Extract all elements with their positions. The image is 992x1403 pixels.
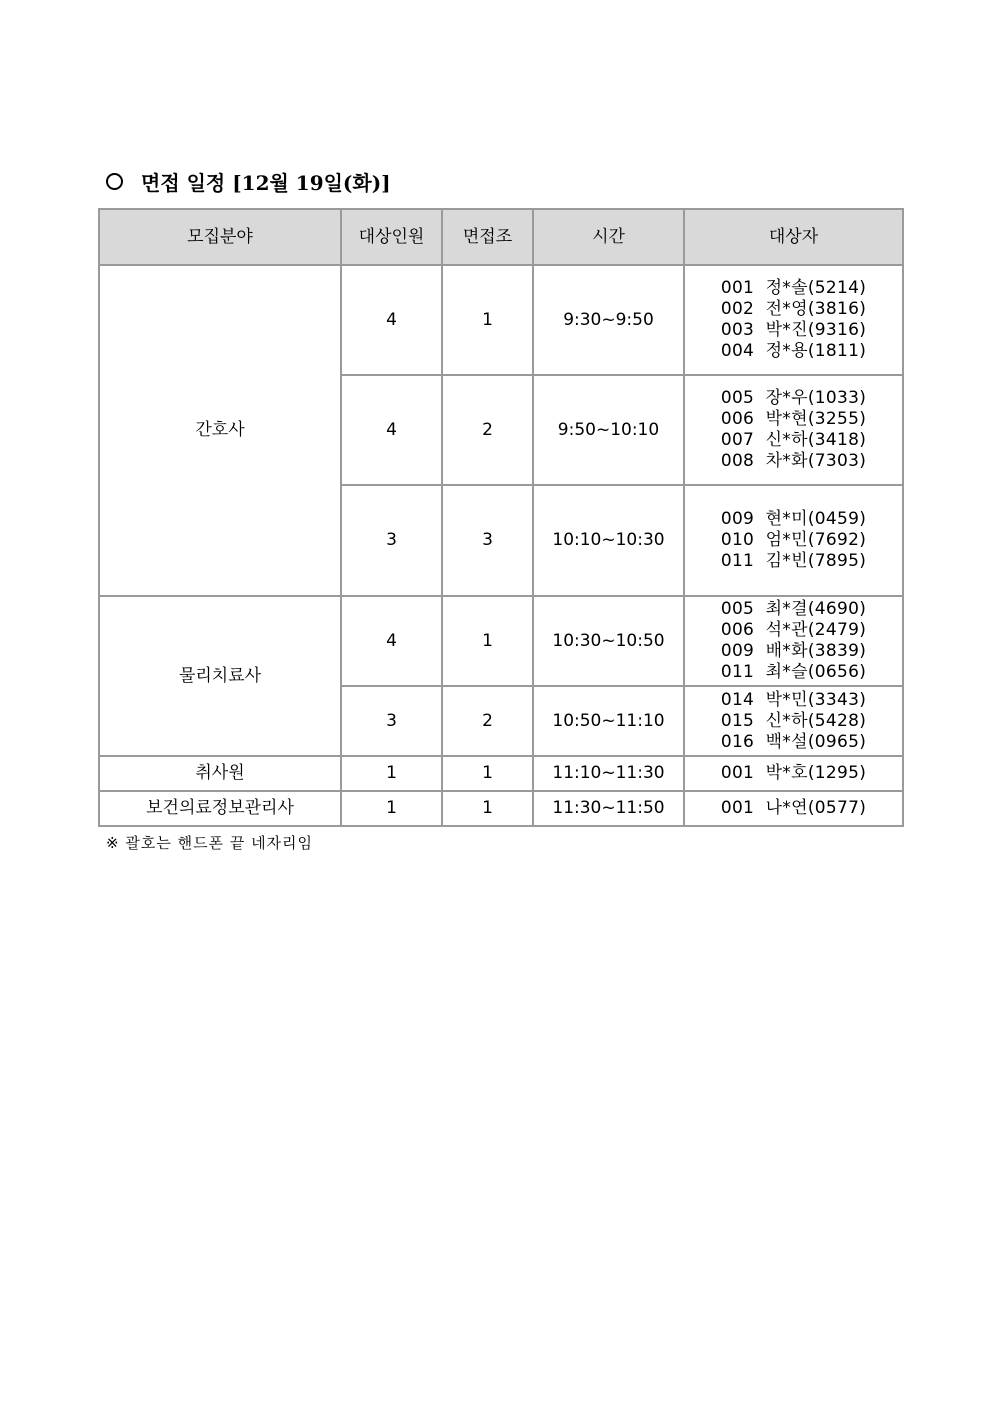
count-cell: 4 xyxy=(341,596,442,686)
header-count: 대상인원 xyxy=(341,209,442,265)
candidate-entry: 005 장*우(1033) xyxy=(720,388,867,408)
count-cell: 4 xyxy=(341,265,442,375)
field-cell: 간호사 xyxy=(99,265,341,596)
group-cell: 3 xyxy=(442,485,533,596)
candidates-cell xyxy=(684,375,903,485)
circle-bullet-icon xyxy=(106,173,123,190)
candidate-entry: 004 정*용(1811) xyxy=(720,341,867,361)
count-cell: 4 xyxy=(341,375,442,485)
field-cell: 취사원 xyxy=(99,756,341,791)
interview-schedule-table xyxy=(98,208,904,827)
candidates-cell xyxy=(684,686,903,756)
header-time: 시간 xyxy=(533,209,684,265)
count-cell: 1 xyxy=(341,756,442,791)
candidate-entry: 006 석*관(2479) xyxy=(720,620,867,640)
time-cell: 9:50~10:10 xyxy=(533,375,684,485)
header-group: 면접조 xyxy=(442,209,533,265)
candidate-list xyxy=(721,599,866,683)
candidate-entry: 002 전*영(3816) xyxy=(720,299,867,319)
group-cell: 1 xyxy=(442,791,533,826)
table-row xyxy=(99,265,903,375)
candidate-entry: 003 박*진(9316) xyxy=(720,320,867,340)
group-cell: 2 xyxy=(442,686,533,756)
field-cell: 물리치료사 xyxy=(99,596,341,756)
group-cell: 1 xyxy=(442,756,533,791)
candidate-entry: 014 박*민(3343) xyxy=(720,689,867,710)
count-cell: 1 xyxy=(341,791,442,826)
time-cell: 11:10~11:30 xyxy=(533,756,684,791)
count-cell: 3 xyxy=(341,485,442,596)
header-candidates: 대상자 xyxy=(684,209,903,265)
group-cell: 1 xyxy=(442,596,533,686)
group-cell: 1 xyxy=(442,265,533,375)
time-cell: 10:30~10:50 xyxy=(533,596,684,686)
candidate-entry: 008 차*화(7303) xyxy=(720,451,867,471)
candidate-entry: 011 최*슬(0656) xyxy=(720,662,867,682)
candidate-entry: 009 배*화(3839) xyxy=(720,641,867,661)
candidate-entry: 010 엄*민(7692) xyxy=(720,530,867,550)
table-row xyxy=(99,756,903,791)
candidates-cell xyxy=(684,756,903,791)
table-row xyxy=(99,596,903,686)
time-cell: 9:30~9:50 xyxy=(533,265,684,375)
candidates-cell xyxy=(684,791,903,826)
page-title xyxy=(106,166,391,196)
page-title-text: 면접 일정 [12월 19일(화)] xyxy=(141,170,391,195)
candidate-list xyxy=(721,278,866,362)
candidate-entry: 015 신*하(5428) xyxy=(720,710,867,731)
field-cell: 보건의료정보관리사 xyxy=(99,791,341,826)
candidate-list xyxy=(721,509,866,572)
footnote: ※ 괄호는 핸드폰 끝 네자리임 xyxy=(106,834,314,852)
candidate-list xyxy=(721,763,866,784)
candidate-entry: 001 나*연(0577) xyxy=(720,798,867,818)
candidates-cell xyxy=(684,485,903,596)
table-header-row xyxy=(99,209,903,265)
candidate-entry: 011 김*빈(7895) xyxy=(720,551,867,571)
candidate-entry: 001 정*솔(5214) xyxy=(720,278,867,298)
group-cell: 2 xyxy=(442,375,533,485)
count-cell: 3 xyxy=(341,686,442,756)
candidate-entry: 016 백*설(0965) xyxy=(720,731,867,752)
candidate-entry: 001 박*호(1295) xyxy=(720,763,867,783)
candidate-entry: 006 박*현(3255) xyxy=(720,409,867,429)
table-row xyxy=(99,791,903,826)
candidate-entry: 005 최*결(4690) xyxy=(720,599,867,619)
time-cell: 11:30~11:50 xyxy=(533,791,684,826)
table-body xyxy=(99,265,903,826)
candidate-entry: 009 현*미(0459) xyxy=(720,509,867,529)
candidate-list xyxy=(721,690,866,753)
candidate-list xyxy=(721,798,866,819)
candidate-list xyxy=(721,388,866,472)
time-cell: 10:50~11:10 xyxy=(533,686,684,756)
candidates-cell xyxy=(684,265,903,375)
candidate-entry: 007 신*하(3418) xyxy=(720,430,867,450)
header-field: 모집분야 xyxy=(99,209,341,265)
time-cell: 10:10~10:30 xyxy=(533,485,684,596)
candidates-cell xyxy=(684,596,903,686)
